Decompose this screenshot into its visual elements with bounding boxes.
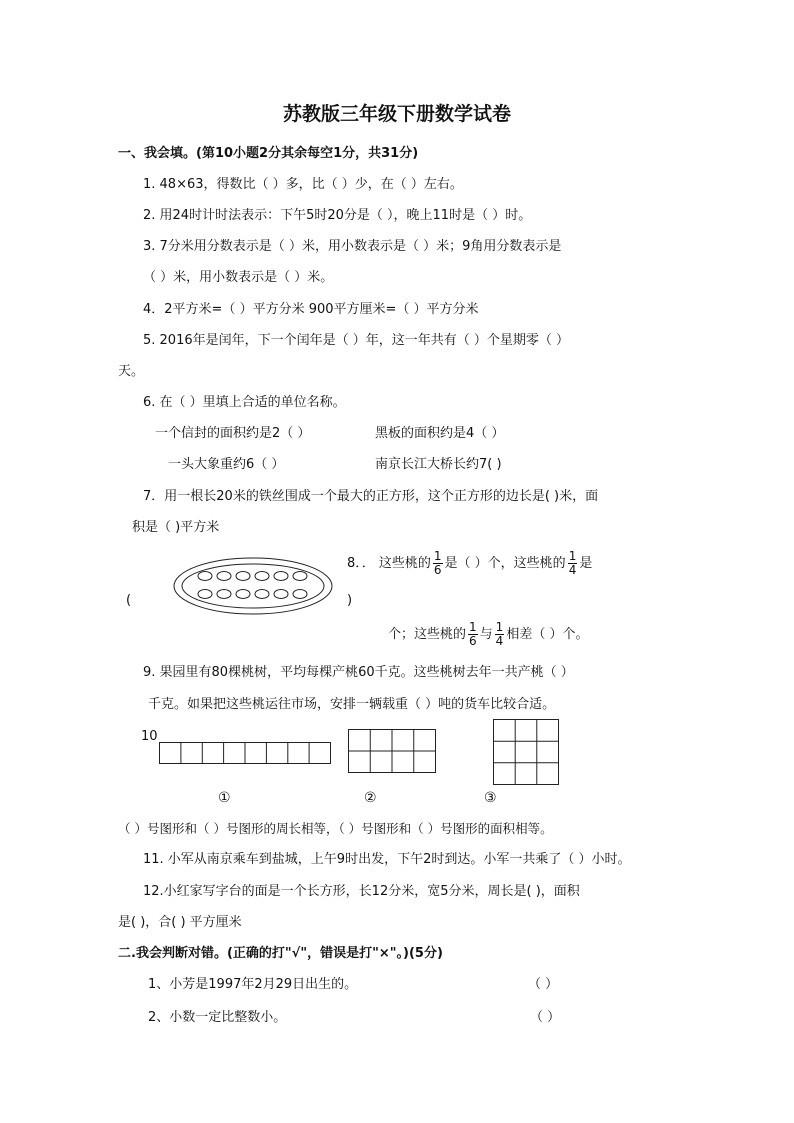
peach-icon — [293, 590, 307, 599]
figure-1-strip — [159, 742, 332, 765]
question-8-line2-a: 个；这些桃的 — [388, 627, 467, 642]
question-7-line1: 7．用一根长20米的铁丝围成一个最大的正方形，这个正方形的边长是( )米，面 — [143, 489, 599, 504]
question-8-line2-b: 与 — [479, 627, 493, 642]
fraction-one-sixth: $\frac{1}{6}$ — [433, 549, 442, 577]
question-9-line2: 千克。如果把这些桃运往市场，安排一辆载重（ ）吨的货车比较合适。 — [148, 697, 556, 712]
question-8-line1 — [347, 547, 592, 581]
question-6-item-a: 一个信封的面积约是2（ ） — [155, 426, 311, 441]
peach-icon — [236, 572, 250, 581]
question-8-line2-c: 相差（ ）个。 — [506, 627, 589, 642]
judge-item-2: 2、小数一定比整数小。 — [148, 1010, 287, 1025]
question-8-prefix: 8．． 这些桃的 — [347, 556, 431, 571]
question-6: 6. 在（ ）里填上合适的单位名称。 — [143, 395, 346, 410]
question-10-answer: （ ）号图形和（ ）号图形的周长相等，（ ）号图形和（ ）号图形的面积相等。 — [118, 821, 553, 836]
figure-1-label: ① — [218, 790, 231, 806]
fraction-one-quarter: $\frac{1}{4}$ — [568, 549, 577, 577]
peach-icon — [274, 590, 288, 599]
figure-3-label: ③ — [484, 790, 497, 806]
judge-item-1: 1、小芳是1997年2月29日出生的。 — [148, 977, 358, 992]
question-12-line2: 是( )，合( ) 平方厘米 — [118, 915, 242, 930]
fraction-one-quarter-b: $\frac{1}{4}$ — [495, 620, 504, 648]
question-8-line2 — [388, 618, 588, 652]
section1-heading: 一、我会填。(第10小题2分其余每空1分，共31分) — [118, 146, 419, 161]
question-8-suffix: 是 — [579, 556, 593, 571]
judge-item-1-mark: （ ） — [528, 977, 559, 992]
question-11: 11. 小军从南京乘车到盐城，上午9时出发，下午2时到达。小军一共乘了（ ）小时。 — [143, 852, 631, 867]
peach-icon — [217, 572, 231, 581]
question-6-item-b: 黑板的面积约是4（ ） — [375, 426, 505, 441]
question-5-line2: 天。 — [118, 364, 145, 379]
question-2: 2. 用24时计时法表示：下午5时20分是（ ），晚上11时是（ ）时。 — [143, 208, 532, 223]
question-10-number: 10 — [141, 729, 158, 744]
question-3-line2: （ ）米，用小数表示是（ ）米。 — [143, 270, 334, 285]
section2-heading: 二.我会判断对错。(正确的打"√"，错误是打"×"。)(5分) — [118, 946, 443, 961]
peach-icon — [217, 590, 231, 599]
question-6-item-c: 一头大象重约6（ ） — [168, 457, 285, 472]
question-1: 1. 48×63，得数比（ ）多，比（ ）少，在（ ）左右。 — [143, 177, 463, 192]
question-8-left-paren: ( — [126, 593, 132, 608]
figure-2-grid — [348, 729, 437, 774]
peach-icon — [293, 572, 307, 581]
fraction-one-sixth-b: $\frac{1}{6}$ — [469, 620, 477, 648]
judge-item-2-mark: （ ） — [530, 1010, 561, 1025]
question-5-line1: 5. 2016年是闰年，下一个闰年是（ ）年，这一年共有（ ）个星期零（ ） — [143, 333, 570, 348]
question-9-line1: 9. 果园里有80棵桃树，平均每棵产桃60千克。这些桃树去年一共产桃（ ） — [143, 665, 574, 680]
question-4: 4．2平方米=（ ）平方分米 900平方厘米=（ ）平方分米 — [143, 302, 479, 317]
question-3-line1: 3. 7分米用分数表示是（ ）米，用小数表示是（ ）米；9角用分数表示是 — [143, 239, 562, 254]
question-12-line1: 12.小红家写字台的面是一个长方形，长12分米，宽5分米，周长是( )，面积 — [143, 884, 580, 899]
figure-3-grid — [493, 719, 560, 786]
peach-icon — [255, 590, 269, 599]
peach-icon — [198, 590, 212, 599]
peach-icon — [255, 572, 269, 581]
question-8-right-paren: ) — [347, 593, 353, 608]
peach-icon — [274, 572, 288, 581]
page-title: 苏教版三年级下册数学试卷 — [282, 103, 511, 125]
peach-plate-figure — [172, 556, 334, 616]
question-7-line2: 积是（ )平方米 — [132, 520, 220, 535]
figure-2-label: ② — [364, 790, 377, 806]
question-6-item-d: 南京长江大桥长约7( ) — [375, 457, 502, 472]
peach-icon — [198, 572, 212, 581]
peach-icon — [236, 590, 250, 599]
question-8-mid: 是（ ）个，这些桃的 — [444, 556, 566, 571]
